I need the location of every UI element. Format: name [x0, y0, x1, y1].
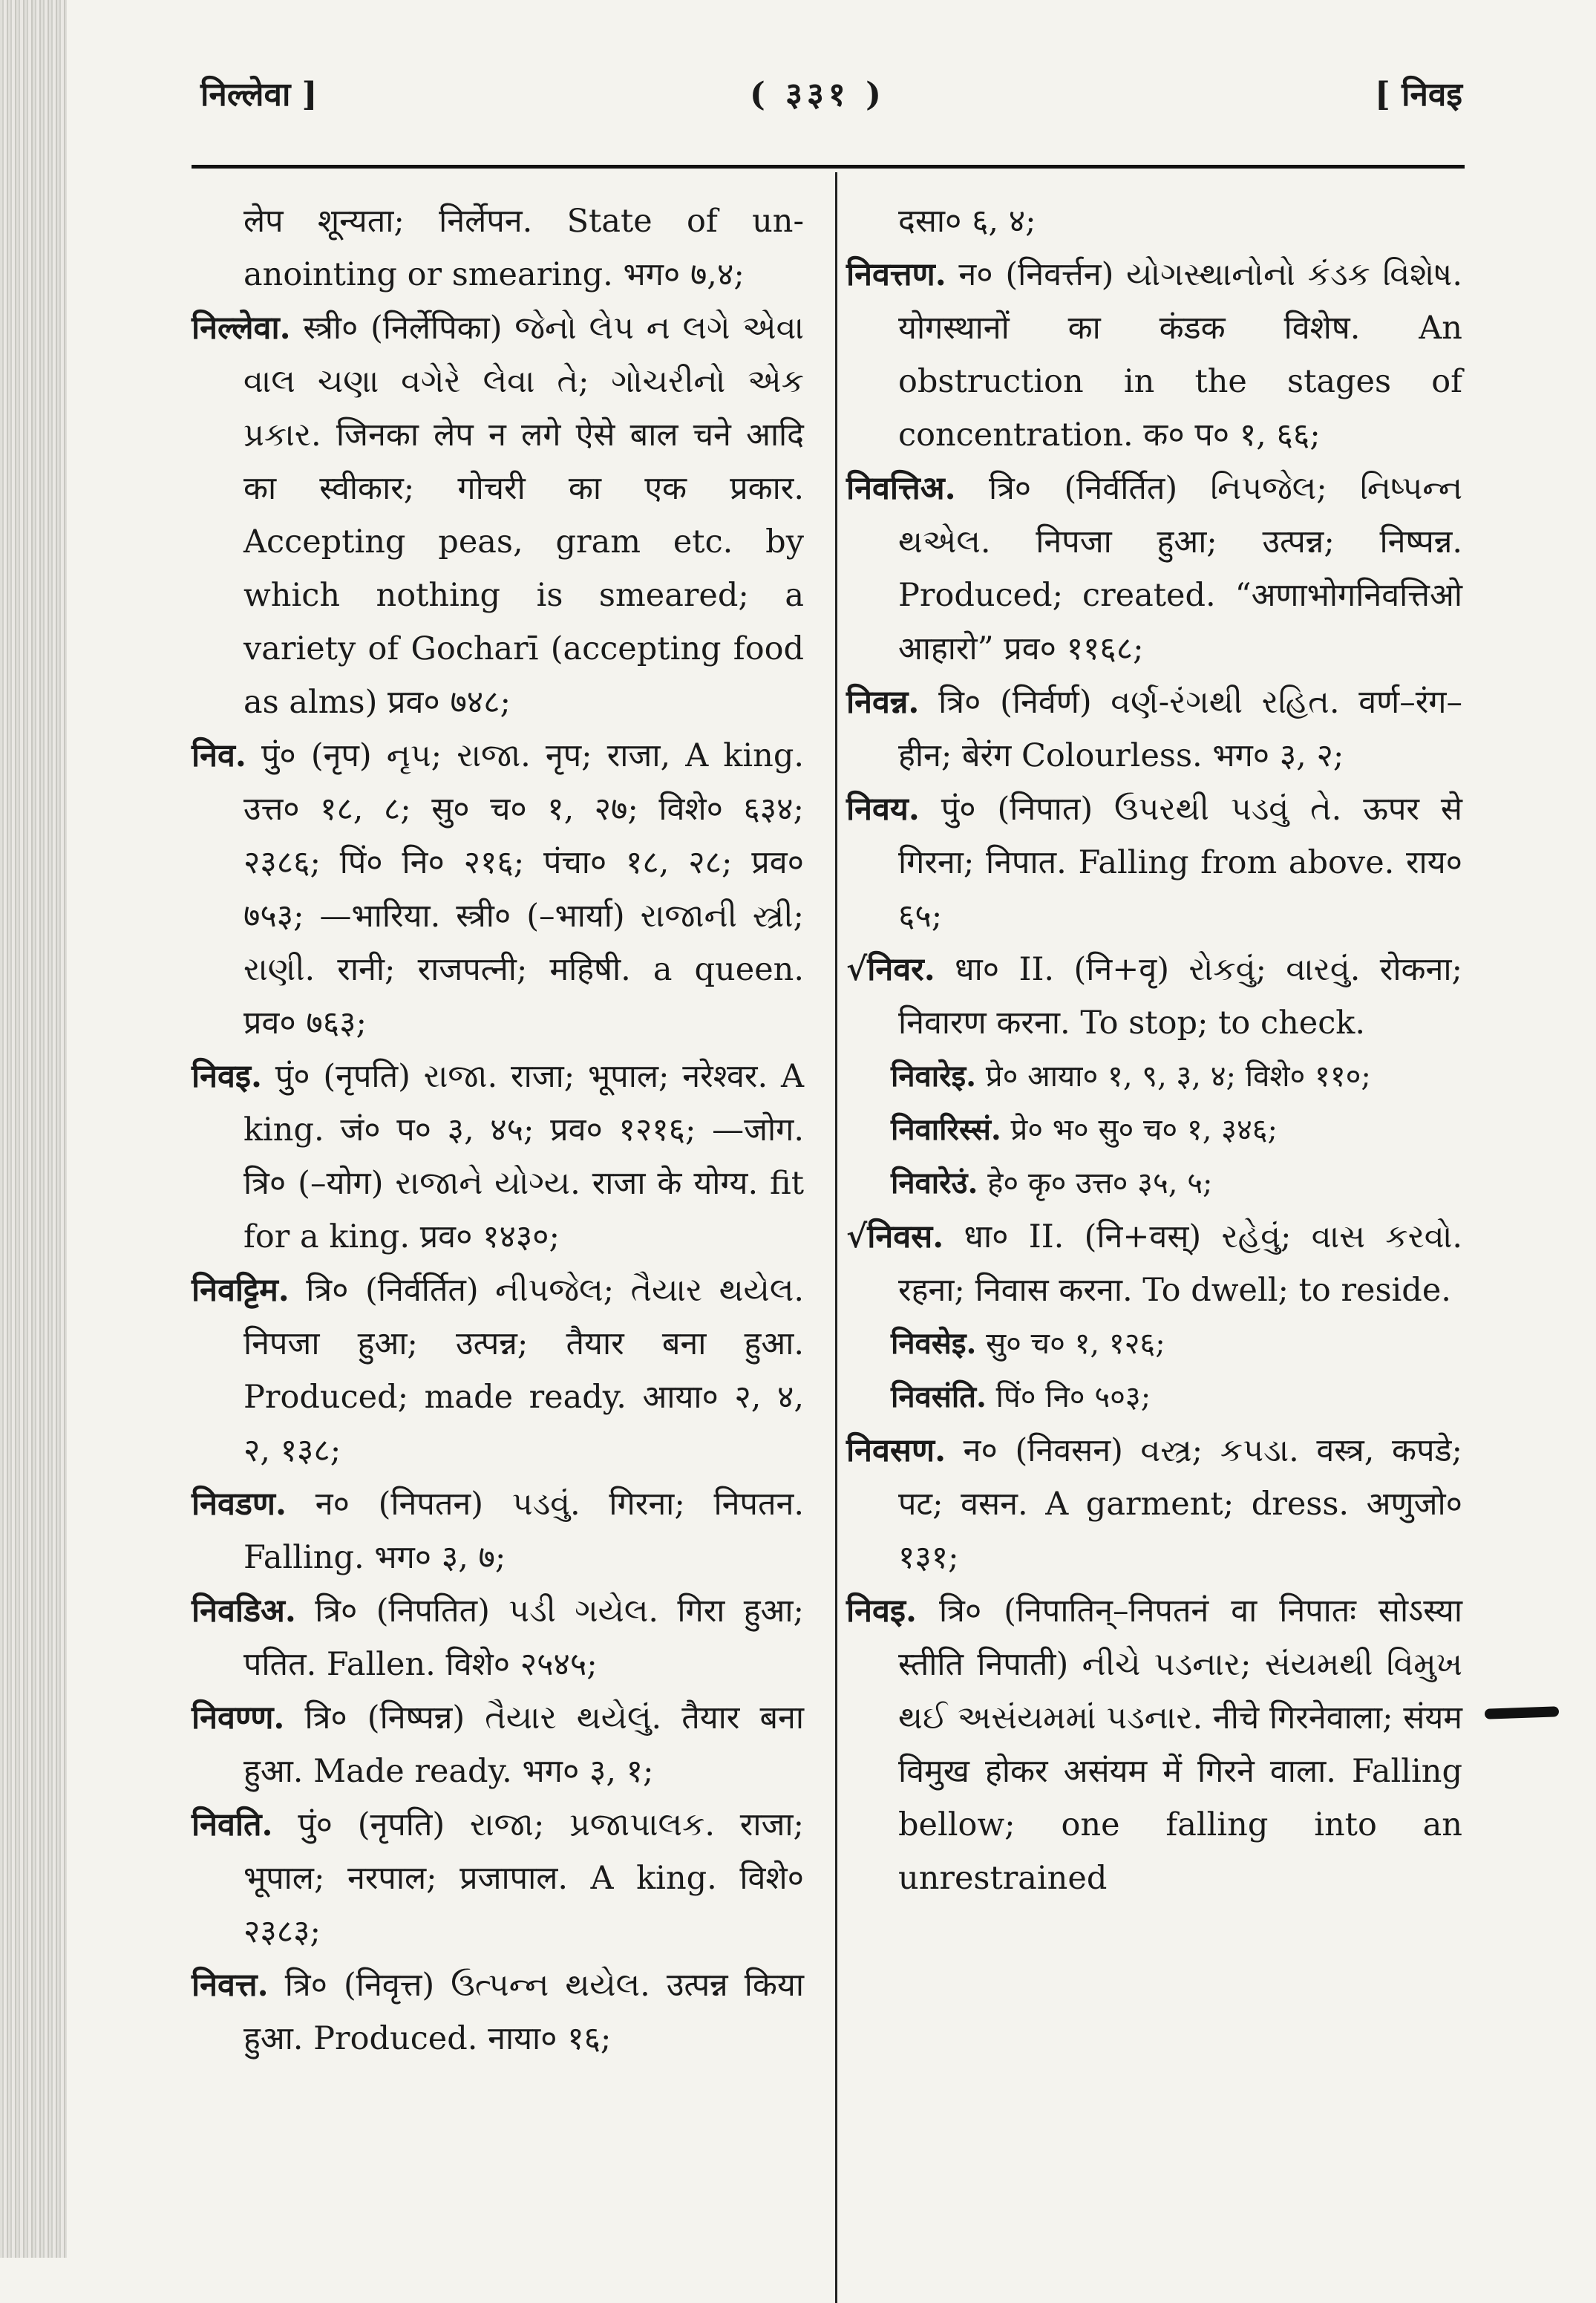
dictionary-entry — [846, 1210, 1462, 1317]
sub-entry — [891, 1050, 1462, 1103]
entry-headword: निवत्तिअ. — [846, 470, 956, 507]
entry-text: त्रि० (निवृत्त) ઉત્પન્ન થયેલ. उत्पन्न किया हुआ. Produced. नाया० १६; — [243, 1967, 804, 2057]
entry-text: दसा० ६, ४; — [898, 203, 1036, 240]
entry-text: पुं० (निपात) ઉપરથી પડવું તે. ऊपर से गिरना; निपात. Falling from above. राय० ६५; — [898, 791, 1462, 935]
sub-entry — [891, 1317, 1462, 1371]
entry-headword: निव. — [192, 737, 246, 774]
entry-headword: निवइ. — [192, 1058, 262, 1095]
margin-ink-mark — [1485, 1706, 1559, 1719]
entry-text: त्रि० (निपातिन्–निपतनं वा निपातः सोऽस्या स्तीति निपाती) નીચે પડનાર; સંયમથી વિમુખ થઈ અસંયમમાં પડનાર. नीचे गिरनेवाला; संयम विमुख होकर असंयम में गिरने वाला. Falling bellow; one falling into an unrestrained — [898, 1592, 1463, 1897]
dictionary-entry — [846, 248, 1462, 462]
entry-headword: निवडण. — [192, 1486, 287, 1523]
entry-text: न० (निपतन) પડવું. गिरना; निपतन. Falling. भग० ३, ७; — [243, 1486, 804, 1576]
entry-text: न० (निवसन) વસ્ત્ર; કપડા. वस्त्र, कपडे; पट; वसन. A garment; dress. अणुजो० १३१; — [898, 1432, 1462, 1576]
entry-text: त्रि० (निपतित) પડી ગયેલ. गिरा हुआ; पतित. Fallen. विशे० २५४५; — [243, 1592, 804, 1683]
dictionary-entry — [192, 1959, 804, 2065]
page-number: ( ३३१ ) — [750, 76, 886, 114]
entry-headword: निवसण. — [846, 1432, 946, 1469]
column-divider — [835, 172, 837, 2303]
entry-headword: निवण्ण. — [192, 1699, 285, 1737]
dictionary-entry — [192, 1584, 804, 1691]
entry-text: न० (निवर्त्तन) યોગસ્થાનોનો કંડક વિશેષ. योगस्थानों का कंडक विशेष. An obstruction in the stages of concentration. क० प० १, ६६; — [898, 256, 1463, 454]
entry-text: स्त्री० (निर्लेपिका) જેનો લેપ ન લગે એવા વાલ ચણા વગેરે લેવા તે; ગોચરીનો એક પ્રકાર. जिनका लेप न लगे ऐसे बाल चने आदि का स्वीकार; गोचरी का एक प्रकार. Accepting peas, gram etc. by which nothing is smeared; a variety of Gocharī (accepting food as alms) प्रव० ७४८; — [243, 310, 804, 721]
entry-headword: √निवस. — [846, 1218, 944, 1255]
dictionary-entry — [846, 1584, 1462, 1905]
dictionary-entry — [846, 676, 1462, 783]
entry-headword: निवारिस्सं. — [891, 1112, 1001, 1147]
entry-text: प्रे० आया० १, ९, ३, ४; विशे० ११०; — [985, 1059, 1371, 1094]
entry-headword: निवडिअ. — [192, 1592, 296, 1630]
dictionary-entry — [846, 783, 1462, 943]
entry-text: पुं० (नृपति) રાજા; પ્રજાપાલક. राजा; भूपाल; नरपाल; प्रजापाल. A king. विशे० २३८३; — [243, 1806, 804, 1950]
left-column — [192, 195, 804, 2065]
entry-text: त्रि० (निर्वर्तित) નિપજેલ; નિષ્પન્ન થએલ. निपजा हुआ; उत्पन्न; निष्पन्न. Produced; created. “अणाभोगनिवत्तिओ आहारो” प्रव० ११६८; — [898, 470, 1462, 667]
entry-text: हे० कृ० उत्त० ३५, ५; — [987, 1166, 1213, 1200]
header-first-word: निल्लेवा ] — [200, 76, 318, 114]
entry-headword: निवत्तण. — [846, 256, 946, 293]
sub-entry — [891, 1103, 1462, 1157]
entry-text: त्रि० (निष्पन्न) તૈયાર થયેલું. तैयार बना हुआ. Made ready. भग० ३, १; — [243, 1699, 804, 1790]
entry-text: पिं० नि० ५०३; — [995, 1380, 1151, 1414]
entry-text: त्रि० (निर्वर्तित) નીપજેલ; તૈયાર થયેલ. निपजा हुआ; उत्पन्न; तैयार बना हुआ. Produced; made ready. आया० २, ४, २, १३८; — [243, 1272, 805, 1469]
entry-headword: निवति. — [192, 1806, 273, 1843]
entry-headword: निवारेइ. — [891, 1059, 977, 1094]
page-binding-edge — [0, 0, 67, 2258]
right-column — [846, 195, 1462, 1905]
entry-headword: निवन्न. — [846, 684, 920, 721]
page-header — [200, 71, 1462, 145]
dictionary-entry — [846, 195, 1462, 248]
entry-headword: निवट्टिम. — [192, 1272, 290, 1309]
entry-headword: निवारेउं. — [891, 1166, 978, 1200]
dictionary-entry — [192, 1477, 804, 1584]
dictionary-entry — [192, 1050, 804, 1264]
dictionary-entry — [192, 195, 804, 301]
sub-entry — [891, 1157, 1462, 1210]
dictionary-entry — [846, 1424, 1462, 1584]
entry-text: पुं० (नृप) નૃપ; રાજા. नृप; राजा, A king. उत्त० १८, ८; सु० च० १, २७; विशे० ६३४; २३८६; पिं० नि० २१६; पंचा० १८, २८; प्रव० ७५३; —भारिया. स्त्री० (–भार्या) રાજાની સ્ત્રી; રાણી. रानी; राजपत्नी; महिषी. a queen. प्रव० ७६३; — [243, 737, 805, 1042]
header-last-word: [ निवइ — [1374, 76, 1462, 114]
dictionary-entry — [192, 301, 804, 729]
entry-headword: √निवर. — [846, 951, 935, 988]
dictionary-entry — [192, 1691, 804, 1798]
dictionary-entry — [192, 729, 804, 1050]
entry-text: त्रि० (निर्वर्ण) વર્ણ-રંગથી રહિત. वर्ण–रंग–हीन; बेरंग Colourless. भग० ३, २; — [898, 684, 1463, 774]
entry-headword: निवसंति. — [891, 1379, 987, 1414]
entry-headword: निवसेइ. — [891, 1326, 977, 1361]
entry-text: पुं० (नृपति) રાજા. राजा; भूपाल; नरेश्वर. A king. जं० प० ३, ४५; प्रव० १२१६; —जोग. त्रि० (–योग) રાજાને યોગ્ય. राजा के योग्य. fit for a king. प्रव० १४३०; — [243, 1058, 805, 1255]
header-rule — [192, 165, 1465, 169]
entry-text: धा० II. (नि+वस्) રહેવું; વાસ કરવો. रहना; निवास करना. To dwell; to reside. — [898, 1218, 1463, 1309]
sub-entry — [891, 1371, 1462, 1424]
dictionary-entry — [192, 1264, 804, 1477]
entry-text: लेप शून्यता; निर्लेपन. State of un-anointing or smearing. भग० ७,४; — [243, 203, 804, 293]
entry-text: धा० II. (नि+वृ) રોકવું; વારવું. रोकना; निवारण करना. To stop; to check. — [898, 951, 1462, 1042]
entry-text: प्रे० भ० सु० च० १, ३४६; — [1010, 1113, 1278, 1147]
dictionary-entry — [846, 462, 1462, 676]
dictionary-entry — [846, 943, 1462, 1050]
entry-headword: निवइ. — [846, 1592, 917, 1630]
entry-headword: निवय. — [846, 791, 920, 828]
dictionary-entry — [192, 1798, 804, 1959]
entry-text: सु० च० १, १२६; — [986, 1327, 1165, 1361]
entry-headword: निवत्त. — [192, 1967, 269, 2004]
entry-headword: निल्लेवा. — [192, 310, 291, 347]
